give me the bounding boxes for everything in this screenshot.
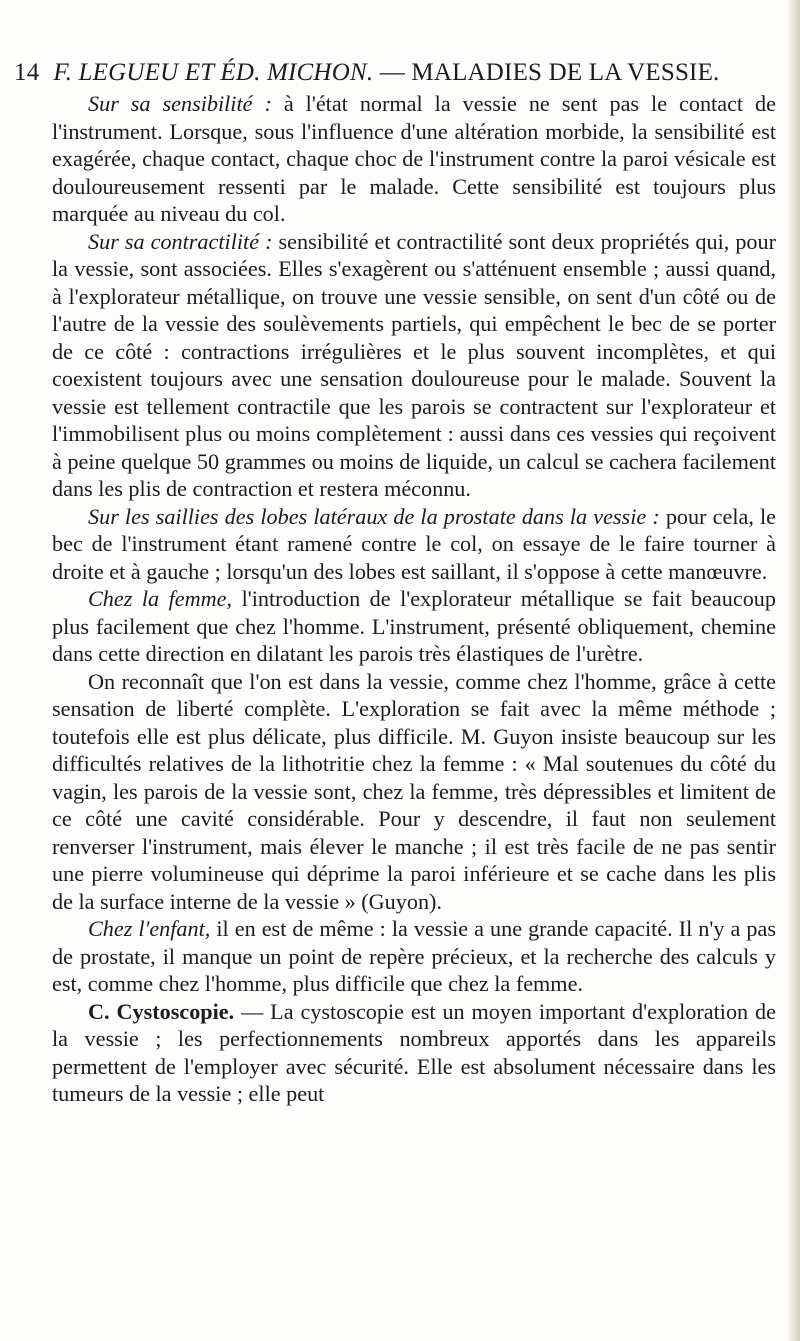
body-text	[52, 90, 776, 1108]
paragraph-text: à l'état normal la vessie ne sent pas le contact de l'instrument. Lorsque, sous l'influence d'une altération morbide, la sensibilité est exagérée, chaque contact, chaque choc de l'instrument contre la paroi vésicale est douloureusement ressenti par le malade. Cette sensibilité est toujours plus marquée au niveau du col.	[52, 91, 777, 226]
paragraph	[52, 90, 776, 228]
paragraph	[52, 228, 776, 503]
paragraph-lead: Sur sa contractilité :	[88, 228, 273, 254]
paragraph	[52, 915, 776, 998]
page-edge	[786, 0, 800, 1341]
header-separator: —	[373, 59, 412, 86]
paragraph	[52, 585, 776, 668]
paragraph	[52, 668, 776, 916]
header-title: MALADIES DE LA VESSIE.	[411, 59, 720, 86]
paragraph-lead: Sur les saillies des lobes latéraux de la prostate dans la vessie :	[88, 503, 660, 529]
paragraph-text: l'introduction de l'explorateur métallique se fait beaucoup plus facilement que chez l'homme. L'instrument, présenté obliquement, chemine dans cette direction en dilatant les parois très élastiques de l'urètre.	[52, 586, 776, 666]
page-number: 14	[14, 59, 40, 86]
section-heading: C. Cystoscopie.	[88, 998, 235, 1024]
paragraph-lead: Sur sa sensibilité :	[88, 91, 272, 116]
paragraph-lead: Chez l'enfant,	[88, 916, 211, 941]
paragraph-lead: Chez la femme,	[88, 586, 233, 611]
paragraph-text: — La cystoscopie est un moyen important d'exploration de la vessie ; les perfectionnements nombreux apportés dans les appareils permettent de l'employer avec sécurité. Elle est absolument nécessaire dans les tumeurs de la vessie ; elle peut	[52, 998, 776, 1106]
paragraph-text: il en est de même : la vessie a une grande capacité. Il n'y a pas de prostate, il manque un point de repère précieux, et la recherche des calculs y est, comme chez l'homme, plus difficile que chez la femme.	[52, 916, 776, 996]
header-authors: F. LEGUEU ET ÉD. MICHON.	[53, 59, 374, 86]
paragraph-text: On reconnaît que l'on est dans la vessie, comme chez l'homme, grâce à cette sensation de liberté complète. L'exploration se fait avec la même méthode ; toutefois elle est plus délicate, plus difficile. M. Guyon insiste beaucoup sur les difficultés relatives de la lithotritie chez la femme : « Mal soutenues du côté du vagin, les parois de la vessie sont, chez la femme, très dépressibles et limitent de ce côté une cavité considérable. Pour y descendre, il faut non seulement renverser l'instrument, mais élever le manche ; il est très facile de ne pas sentir une pierre volumineuse qui déprime la paroi inférieure et se cache dans les plis de la surface interne de la vessie » (Guyon).	[52, 668, 776, 914]
paragraph	[52, 503, 776, 586]
paragraph-text: pour cela, le bec de l'instrument étant ramené contre le col, on essaye de le faire tourner à droite et à gauche ; lorsqu'un des lobes est saillant, il s'oppose à cette manœuvre.	[52, 503, 776, 584]
running-header	[14, 58, 784, 88]
paragraph-text: sensibilité et contractilité sont deux propriétés qui, pour la vessie, sont associées. Elles s'exagèrent ou s'atténuent ensemble ; aussi quand, à l'explorateur métallique, on trouve une vessie sensible, on sent d'un côté ou de l'autre de la vessie des soulèvements partiels, qui empêchent le bec de se porter de ce côté : contractions irrégulières et le plus souvent incomplètes, et qui coexistent toujours avec une sensation douloureuse pour le malade. Souvent la vessie est tellement contractile que les parois se contractent sur l'explorateur et l'immobilisent plus ou moins complètement : aussi dans ces vessies qui reçoivent à peine quelque 50 grammes ou moins de liquide, un calcul se cachera facilement dans les plis de contraction et restera méconnu.	[52, 228, 777, 501]
paragraph	[52, 998, 776, 1108]
